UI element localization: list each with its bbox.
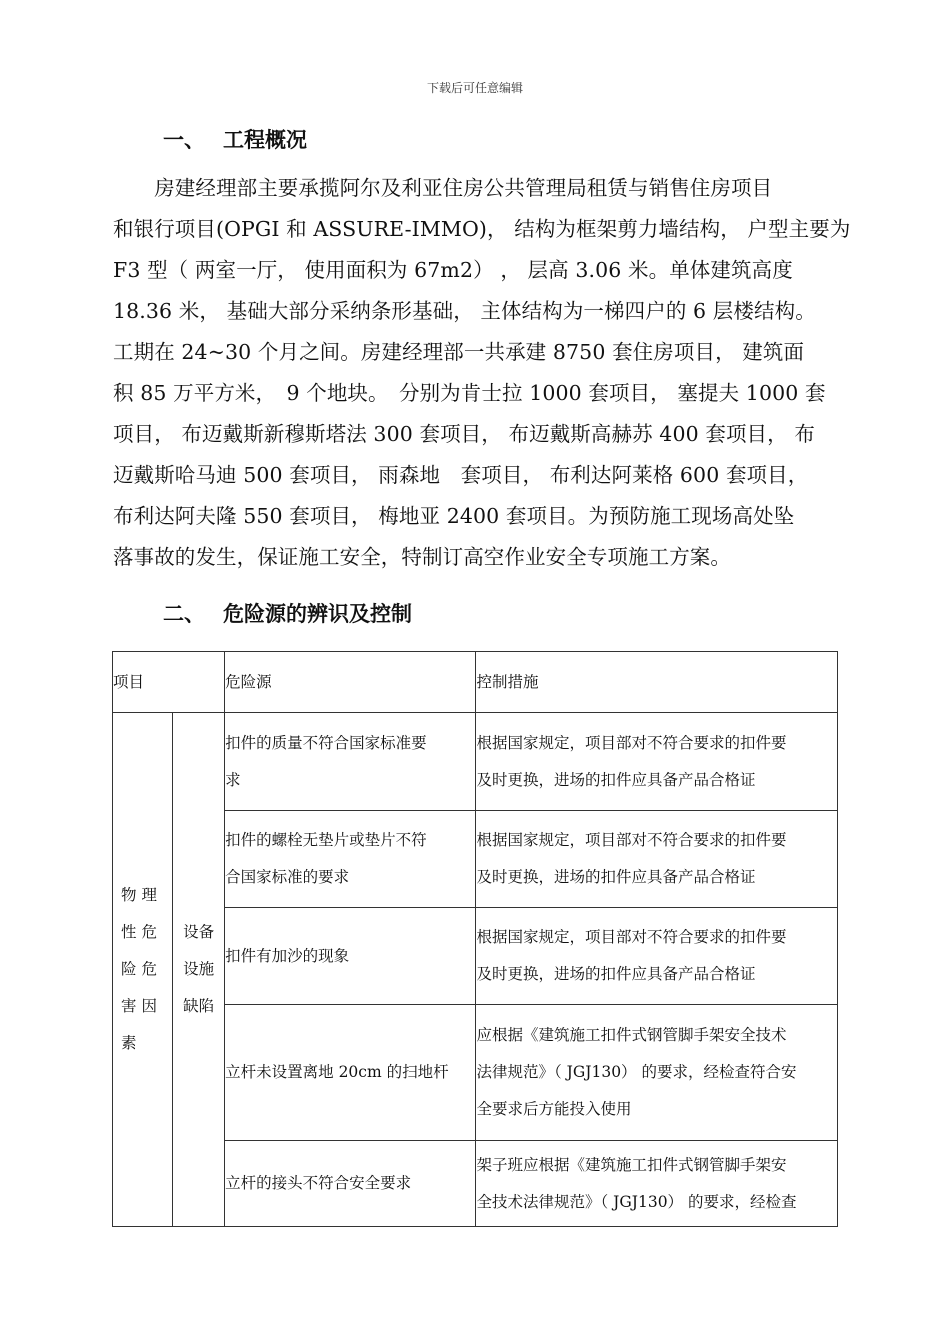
paragraph-line: 迈戴斯哈马迪 500 套项目， 雨森地 套项目， 布利达阿莱格 600 套项目， bbox=[113, 463, 809, 487]
subcategory-cell bbox=[173, 713, 225, 1227]
hazard-cell bbox=[225, 1141, 476, 1227]
control-line: 根据国家规定，项目部对不符合要求的扣件要 bbox=[476, 733, 787, 752]
control-cell bbox=[476, 1005, 838, 1141]
hazard-line: 合国家标准的要求 bbox=[225, 868, 350, 886]
control-line: 根据国家规定，项目部对不符合要求的扣件要 bbox=[476, 831, 787, 849]
subcategory-text: 缺陷 bbox=[183, 997, 215, 1015]
category-char: 性 bbox=[121, 923, 137, 941]
paragraph-line: 落事故的发生，保证施工安全，特制订高空作业安全专项施工方案。 bbox=[113, 545, 731, 569]
control-line: 及时更换，进场的扣件应具备产品合格证 bbox=[476, 770, 756, 789]
control-line: 及时更换，进场的扣件应具备产品合格证 bbox=[476, 965, 756, 983]
control-line: 法律规范》（ JGJ130） 的要求，经检查符合安 bbox=[476, 1063, 797, 1081]
header-control: 控制措施 bbox=[476, 652, 838, 713]
section2-heading bbox=[163, 598, 412, 628]
section1-paragraph bbox=[113, 168, 873, 578]
paragraph-line: 布利达阿夫隆 550 套项目， 梅地亚 2400 套项目。为预防施工现场高处坠 bbox=[113, 504, 795, 528]
control-line: 根据国家规定，项目部对不符合要求的扣件要 bbox=[476, 928, 787, 946]
control-line: 全要求后方能投入使用 bbox=[476, 1100, 632, 1118]
category-char: 物 bbox=[121, 886, 137, 904]
hazard-line: 扣件的质量不符合国家标准要 bbox=[225, 733, 427, 752]
paragraph-line: F3 型（ 两室一厅， 使用面积为 67m2） ， 层高 3.06 米。单体建筑高度 bbox=[113, 258, 793, 282]
hazard-line: 扣件有加沙的现象 bbox=[225, 946, 350, 965]
subcategory-text: 设备 bbox=[183, 923, 215, 941]
paragraph-line: 18.36 米， 基础大部分采纳条形基础， 主体结构为一梯四户的 6 层楼结构。 bbox=[113, 299, 816, 323]
control-line: 架子班应根据《建筑施工扣件式钢管脚手架安 bbox=[476, 1155, 787, 1174]
category-char: 因 bbox=[141, 997, 157, 1015]
hazard-line: 立杆的接头不符合安全要求 bbox=[225, 1174, 412, 1192]
subcategory-text: 设施 bbox=[183, 960, 215, 978]
control-cell bbox=[476, 811, 838, 908]
hazard-cell bbox=[225, 908, 476, 1005]
category-char: 理 bbox=[141, 886, 157, 904]
hazard-table bbox=[112, 651, 838, 1227]
category-char: 危 bbox=[141, 923, 157, 941]
header-hazard: 危险源 bbox=[225, 652, 476, 713]
section2-title: 危险源的辨识及控制 bbox=[223, 602, 412, 626]
hazard-line: 立杆未设置离地 20cm 的扫地杆 bbox=[225, 1063, 449, 1081]
category-char: 素 bbox=[121, 1034, 137, 1052]
section1-title: 工程概况 bbox=[223, 128, 307, 152]
control-line: 应根据《建筑施工扣件式钢管脚手架安全技术 bbox=[476, 1026, 787, 1044]
paragraph-line: 积 85 万平方米， 9 个地块。 分别为肯士拉 1000 套项目， 塞提夫 1000 套 bbox=[113, 381, 826, 405]
section2-number: 二、 bbox=[163, 602, 205, 626]
category-char: 危 bbox=[141, 960, 157, 978]
control-cell bbox=[476, 908, 838, 1005]
section1-heading bbox=[163, 124, 307, 154]
control-cell bbox=[476, 1141, 838, 1227]
paragraph-line: 房建经理部主要承揽阿尔及利亚住房公共管理局租赁与销售住房项目 bbox=[113, 176, 773, 200]
control-line: 及时更换，进场的扣件应具备产品合格证 bbox=[476, 868, 756, 886]
header-note: 下载后可任意编辑 bbox=[426, 81, 523, 95]
table-row bbox=[113, 713, 838, 811]
category-char: 害 bbox=[121, 997, 137, 1015]
paragraph-line: 和银行项目(OPGI 和 ASSURE-IMMO)， 结构为框架剪力墙结构， 户型主要为 bbox=[113, 217, 851, 241]
category-char: 险 bbox=[121, 960, 137, 978]
table-header-row bbox=[113, 652, 838, 713]
hazard-cell bbox=[225, 713, 476, 811]
paragraph-line: 项目， 布迈戴斯新穆斯塔法 300 套项目， 布迈戴斯高赫苏 400 套项目， 布 bbox=[113, 422, 815, 446]
control-line: 全技术法律规范》（ JGJ130） 的要求，经检查 bbox=[476, 1192, 797, 1211]
paragraph-line: 工期在 24~30 个月之间。房建经理部一共承建 8750 套住房项目， 建筑面 bbox=[113, 340, 805, 364]
hazard-line: 扣件的螺栓无垫片或垫片不符 bbox=[225, 831, 427, 849]
category-cell bbox=[113, 713, 173, 1227]
section1-number: 一、 bbox=[163, 128, 205, 152]
control-cell bbox=[476, 713, 838, 811]
hazard-line: 求 bbox=[225, 770, 241, 789]
header-item: 项目 bbox=[113, 652, 225, 713]
hazard-cell bbox=[225, 811, 476, 908]
hazard-cell bbox=[225, 1005, 476, 1141]
